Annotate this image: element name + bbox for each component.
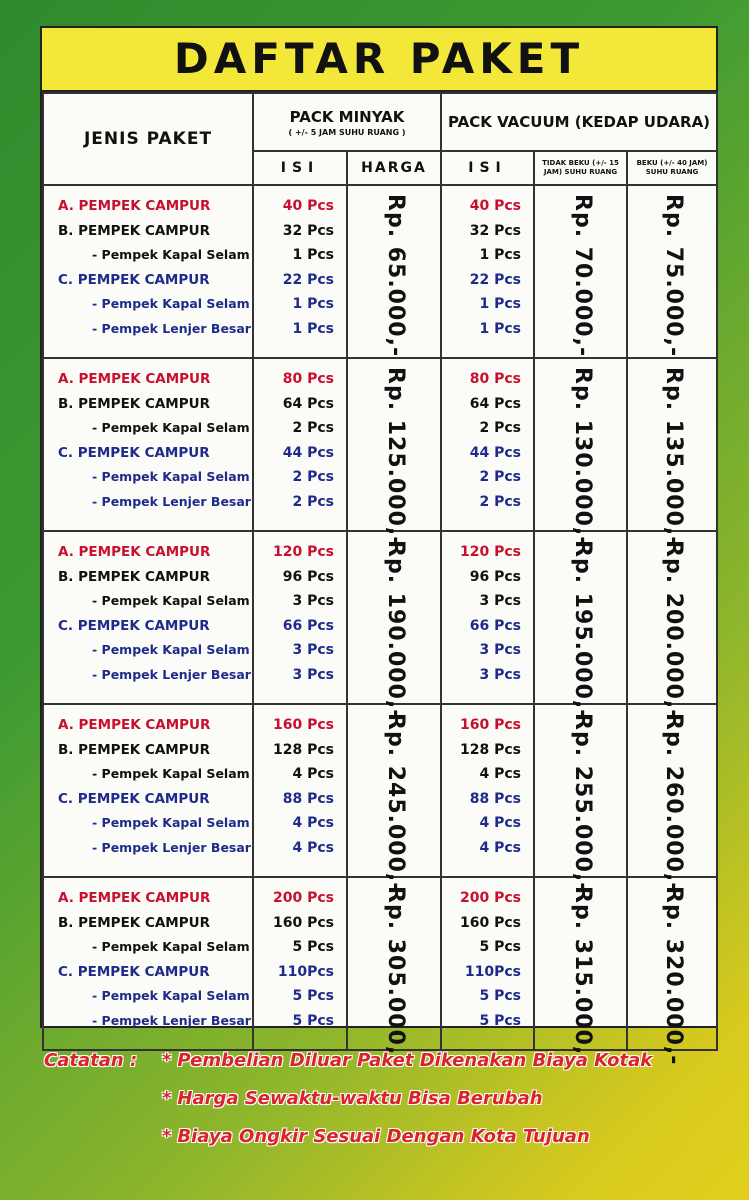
price-tidak-beku: Rp. 255.000,- — [569, 713, 595, 893]
qty-value: 44 Pcs — [282, 444, 334, 461]
notes — [44, 1045, 724, 1159]
price-minyak: Rp. 190.000,- — [383, 540, 408, 720]
item-label: - Pempek Lenjer Besar — [92, 493, 251, 509]
qty-value: 1 Pcs — [479, 320, 522, 337]
item-label: - Pempek Lenjer Besar — [92, 320, 251, 336]
item-label: - Pempek Kapal Selam — [92, 296, 250, 311]
header-pack-minyak — [253, 93, 441, 151]
price-minyak: Rp. 125.000,- — [383, 367, 408, 547]
item-label: A. PEMPEK CAMPUR — [58, 717, 211, 733]
item-label: C. PEMPEK CAMPUR — [58, 271, 210, 288]
tidak-beku-cell — [534, 531, 627, 720]
qty-value: 1 Pcs — [292, 296, 334, 312]
note-line — [44, 1083, 724, 1121]
price-beku: Rp. 135.000,- — [661, 367, 687, 547]
header-tidak-beku: TIDAK BEKU (+/- 15 JAM) SUHU RUANG — [534, 151, 627, 185]
package-items — [43, 531, 253, 704]
package-row — [43, 877, 717, 1050]
price-beku: Rp. 320.000,- — [661, 886, 687, 1066]
price-minyak: Rp. 65.000,- — [383, 194, 408, 358]
harga-cell — [347, 877, 441, 1066]
price-beku: Rp. 200.000,- — [661, 540, 687, 720]
item-label: A. PEMPEK CAMPUR — [58, 371, 211, 387]
qty-value: 40 Pcs — [469, 198, 522, 214]
vacuum-qty — [441, 531, 534, 704]
item-label: B. PEMPEK CAMPUR — [58, 568, 210, 585]
tidak-beku-cell — [534, 877, 627, 1066]
qty-value: 1 Pcs — [292, 247, 334, 263]
qty-value: 110Pcs — [464, 963, 522, 980]
package-row — [43, 185, 717, 358]
header-pack-minyak-note: ( +/- 5 JAM SUHU RUANG ) — [288, 127, 406, 137]
qty-value: 2 Pcs — [479, 420, 522, 436]
qty-value: 88 Pcs — [469, 790, 522, 807]
beku-cell — [627, 531, 717, 720]
item-label: - Pempek Kapal Selam — [92, 420, 250, 435]
item-label: C. PEMPEK CAMPUR — [58, 444, 210, 461]
qty-value: 40 Pcs — [282, 198, 334, 214]
qty-value: 128 Pcs — [460, 741, 522, 758]
item-label: B. PEMPEK CAMPUR — [58, 741, 210, 758]
item-label: - Pempek Kapal Selam — [92, 766, 250, 781]
qty-value: 2 Pcs — [292, 420, 334, 436]
header-isi-minyak: ISI — [253, 151, 347, 185]
price-tidak-beku: Rp. 70.000,- — [569, 194, 595, 358]
qty-value: 5 Pcs — [292, 939, 334, 955]
note-bullet: * — [162, 1088, 172, 1109]
note-text: Harga Sewaktu-waktu Bisa Berubah — [177, 1088, 543, 1109]
qty-value: 200 Pcs — [460, 890, 522, 906]
qty-value: 4 Pcs — [292, 839, 334, 856]
note-text: Pembelian Diluar Paket Dikenakan Biaya Kotak — [177, 1050, 653, 1071]
qty-value: 3 Pcs — [479, 666, 522, 683]
minyak-qty — [253, 704, 347, 877]
qty-value: 120 Pcs — [460, 544, 522, 560]
qty-value: 66 Pcs — [282, 617, 334, 634]
qty-value: 96 Pcs — [282, 568, 334, 585]
header-pack-minyak-label: PACK MINYAK — [289, 107, 405, 126]
qty-value: 3 Pcs — [479, 642, 522, 658]
qty-value: 200 Pcs — [273, 890, 334, 906]
item-label: C. PEMPEK CAMPUR — [58, 963, 210, 980]
qty-value: 64 Pcs — [469, 395, 522, 412]
header-isi-vacuum: ISI — [441, 151, 534, 185]
item-label: - Pempek Kapal Selam — [92, 642, 250, 657]
qty-value: 4 Pcs — [292, 766, 334, 782]
item-label: - Pempek Lenjer Besar — [92, 666, 251, 682]
qty-value: 3 Pcs — [292, 666, 334, 683]
qty-value: 80 Pcs — [282, 371, 334, 387]
package-row — [43, 531, 717, 704]
qty-value: 2 Pcs — [479, 493, 522, 510]
price-tidak-beku: Rp. 315.000,- — [569, 886, 595, 1066]
qty-value: 160 Pcs — [273, 717, 334, 733]
vacuum-qty — [441, 704, 534, 877]
qty-value: 22 Pcs — [282, 271, 334, 288]
item-label: A. PEMPEK CAMPUR — [58, 198, 211, 214]
qty-value: 1 Pcs — [479, 247, 522, 263]
item-label: - Pempek Kapal Selam — [92, 247, 250, 262]
header-beku: BEKU (+/- 40 JAM) SUHU RUANG — [627, 151, 717, 185]
header-jenis-paket: JENIS PAKET — [43, 93, 253, 185]
item-label: - Pempek Kapal Selam — [92, 939, 250, 954]
note-bullet: * — [162, 1126, 172, 1147]
qty-value: 5 Pcs — [479, 939, 522, 955]
header-harga: HARGA — [347, 151, 441, 185]
qty-value: 64 Pcs — [282, 395, 334, 412]
qty-value: 1 Pcs — [479, 296, 522, 312]
qty-value: 32 Pcs — [469, 222, 522, 239]
item-label: - Pempek Kapal Selam — [92, 988, 250, 1003]
qty-value: 32 Pcs — [282, 222, 334, 239]
item-label: - Pempek Lenjer Besar — [92, 1012, 251, 1028]
qty-value: 2 Pcs — [292, 469, 334, 485]
qty-value: 66 Pcs — [469, 617, 522, 634]
package-items — [43, 358, 253, 531]
qty-value: 2 Pcs — [292, 493, 334, 510]
price-tidak-beku: Rp. 130.000,- — [569, 367, 595, 547]
harga-cell — [347, 704, 441, 893]
price-beku: Rp. 75.000,- — [661, 194, 687, 358]
page-title: DAFTAR PAKET — [42, 28, 716, 92]
beku-cell — [627, 877, 717, 1066]
qty-value: 4 Pcs — [479, 766, 522, 782]
note-bullet: * — [162, 1050, 172, 1071]
qty-value: 5 Pcs — [479, 988, 522, 1004]
qty-value: 1 Pcs — [292, 320, 334, 337]
tidak-beku-cell — [534, 185, 627, 358]
minyak-qty — [253, 358, 347, 531]
beku-cell — [627, 358, 717, 547]
qty-value: 120 Pcs — [273, 544, 334, 560]
qty-value: 128 Pcs — [273, 741, 334, 758]
package-items — [43, 185, 253, 358]
qty-value: 22 Pcs — [469, 271, 522, 288]
qty-value: 160 Pcs — [273, 914, 334, 931]
item-label: B. PEMPEK CAMPUR — [58, 395, 210, 412]
item-label: - Pempek Kapal Selam — [92, 815, 250, 830]
vacuum-qty — [441, 877, 534, 1050]
qty-value: 88 Pcs — [282, 790, 334, 807]
qty-value: 5 Pcs — [292, 988, 334, 1004]
qty-value: 4 Pcs — [479, 815, 522, 831]
minyak-qty — [253, 185, 347, 358]
qty-value: 4 Pcs — [479, 839, 522, 856]
harga-cell — [347, 358, 441, 547]
qty-value: 4 Pcs — [292, 815, 334, 831]
price-minyak: Rp. 305.000,- — [383, 886, 408, 1066]
price-beku: Rp. 260.000,- — [661, 713, 687, 893]
beku-cell — [627, 704, 717, 893]
price-minyak: Rp. 245.000,- — [383, 713, 408, 893]
qty-value: 44 Pcs — [469, 444, 522, 461]
qty-value: 3 Pcs — [292, 593, 334, 609]
note-line — [44, 1045, 724, 1083]
tidak-beku-cell — [534, 704, 627, 893]
item-label: - Pempek Kapal Selam — [92, 593, 250, 608]
header-pack-vacuum: PACK VACUUM (KEDAP UDARA) — [441, 93, 717, 151]
price-tidak-beku: Rp. 195.000,- — [569, 540, 595, 720]
qty-value: 5 Pcs — [292, 1012, 334, 1029]
beku-cell — [627, 185, 717, 358]
item-label: C. PEMPEK CAMPUR — [58, 617, 210, 634]
qty-value: 110Pcs — [277, 963, 334, 980]
harga-cell — [347, 185, 441, 358]
vacuum-qty — [441, 358, 534, 531]
qty-value: 160 Pcs — [460, 717, 522, 733]
vacuum-qty — [441, 185, 534, 358]
package-row — [43, 358, 717, 531]
qty-value: 3 Pcs — [479, 593, 522, 609]
harga-cell — [347, 531, 441, 720]
qty-value: 96 Pcs — [469, 568, 522, 585]
item-label: - Pempek Kapal Selam — [92, 469, 250, 484]
minyak-qty — [253, 877, 347, 1050]
item-label: B. PEMPEK CAMPUR — [58, 222, 210, 239]
item-label: A. PEMPEK CAMPUR — [58, 544, 211, 560]
qty-value: 2 Pcs — [479, 469, 522, 485]
package-items — [43, 877, 253, 1050]
item-label: - Pempek Lenjer Besar — [92, 839, 251, 855]
qty-value: 80 Pcs — [469, 371, 522, 387]
item-label: A. PEMPEK CAMPUR — [58, 890, 211, 906]
package-items — [43, 704, 253, 877]
qty-value: 160 Pcs — [460, 914, 522, 931]
note-line — [44, 1121, 724, 1159]
qty-value: 5 Pcs — [479, 1012, 522, 1029]
note-text: Biaya Ongkir Sesuai Dengan Kota Tujuan — [177, 1126, 590, 1147]
item-label: C. PEMPEK CAMPUR — [58, 790, 210, 807]
notes-label: Catatan : — [44, 1050, 138, 1071]
qty-value: 3 Pcs — [292, 642, 334, 658]
item-label: B. PEMPEK CAMPUR — [58, 914, 210, 931]
package-row — [43, 704, 717, 877]
tidak-beku-cell — [534, 358, 627, 547]
minyak-qty — [253, 531, 347, 704]
